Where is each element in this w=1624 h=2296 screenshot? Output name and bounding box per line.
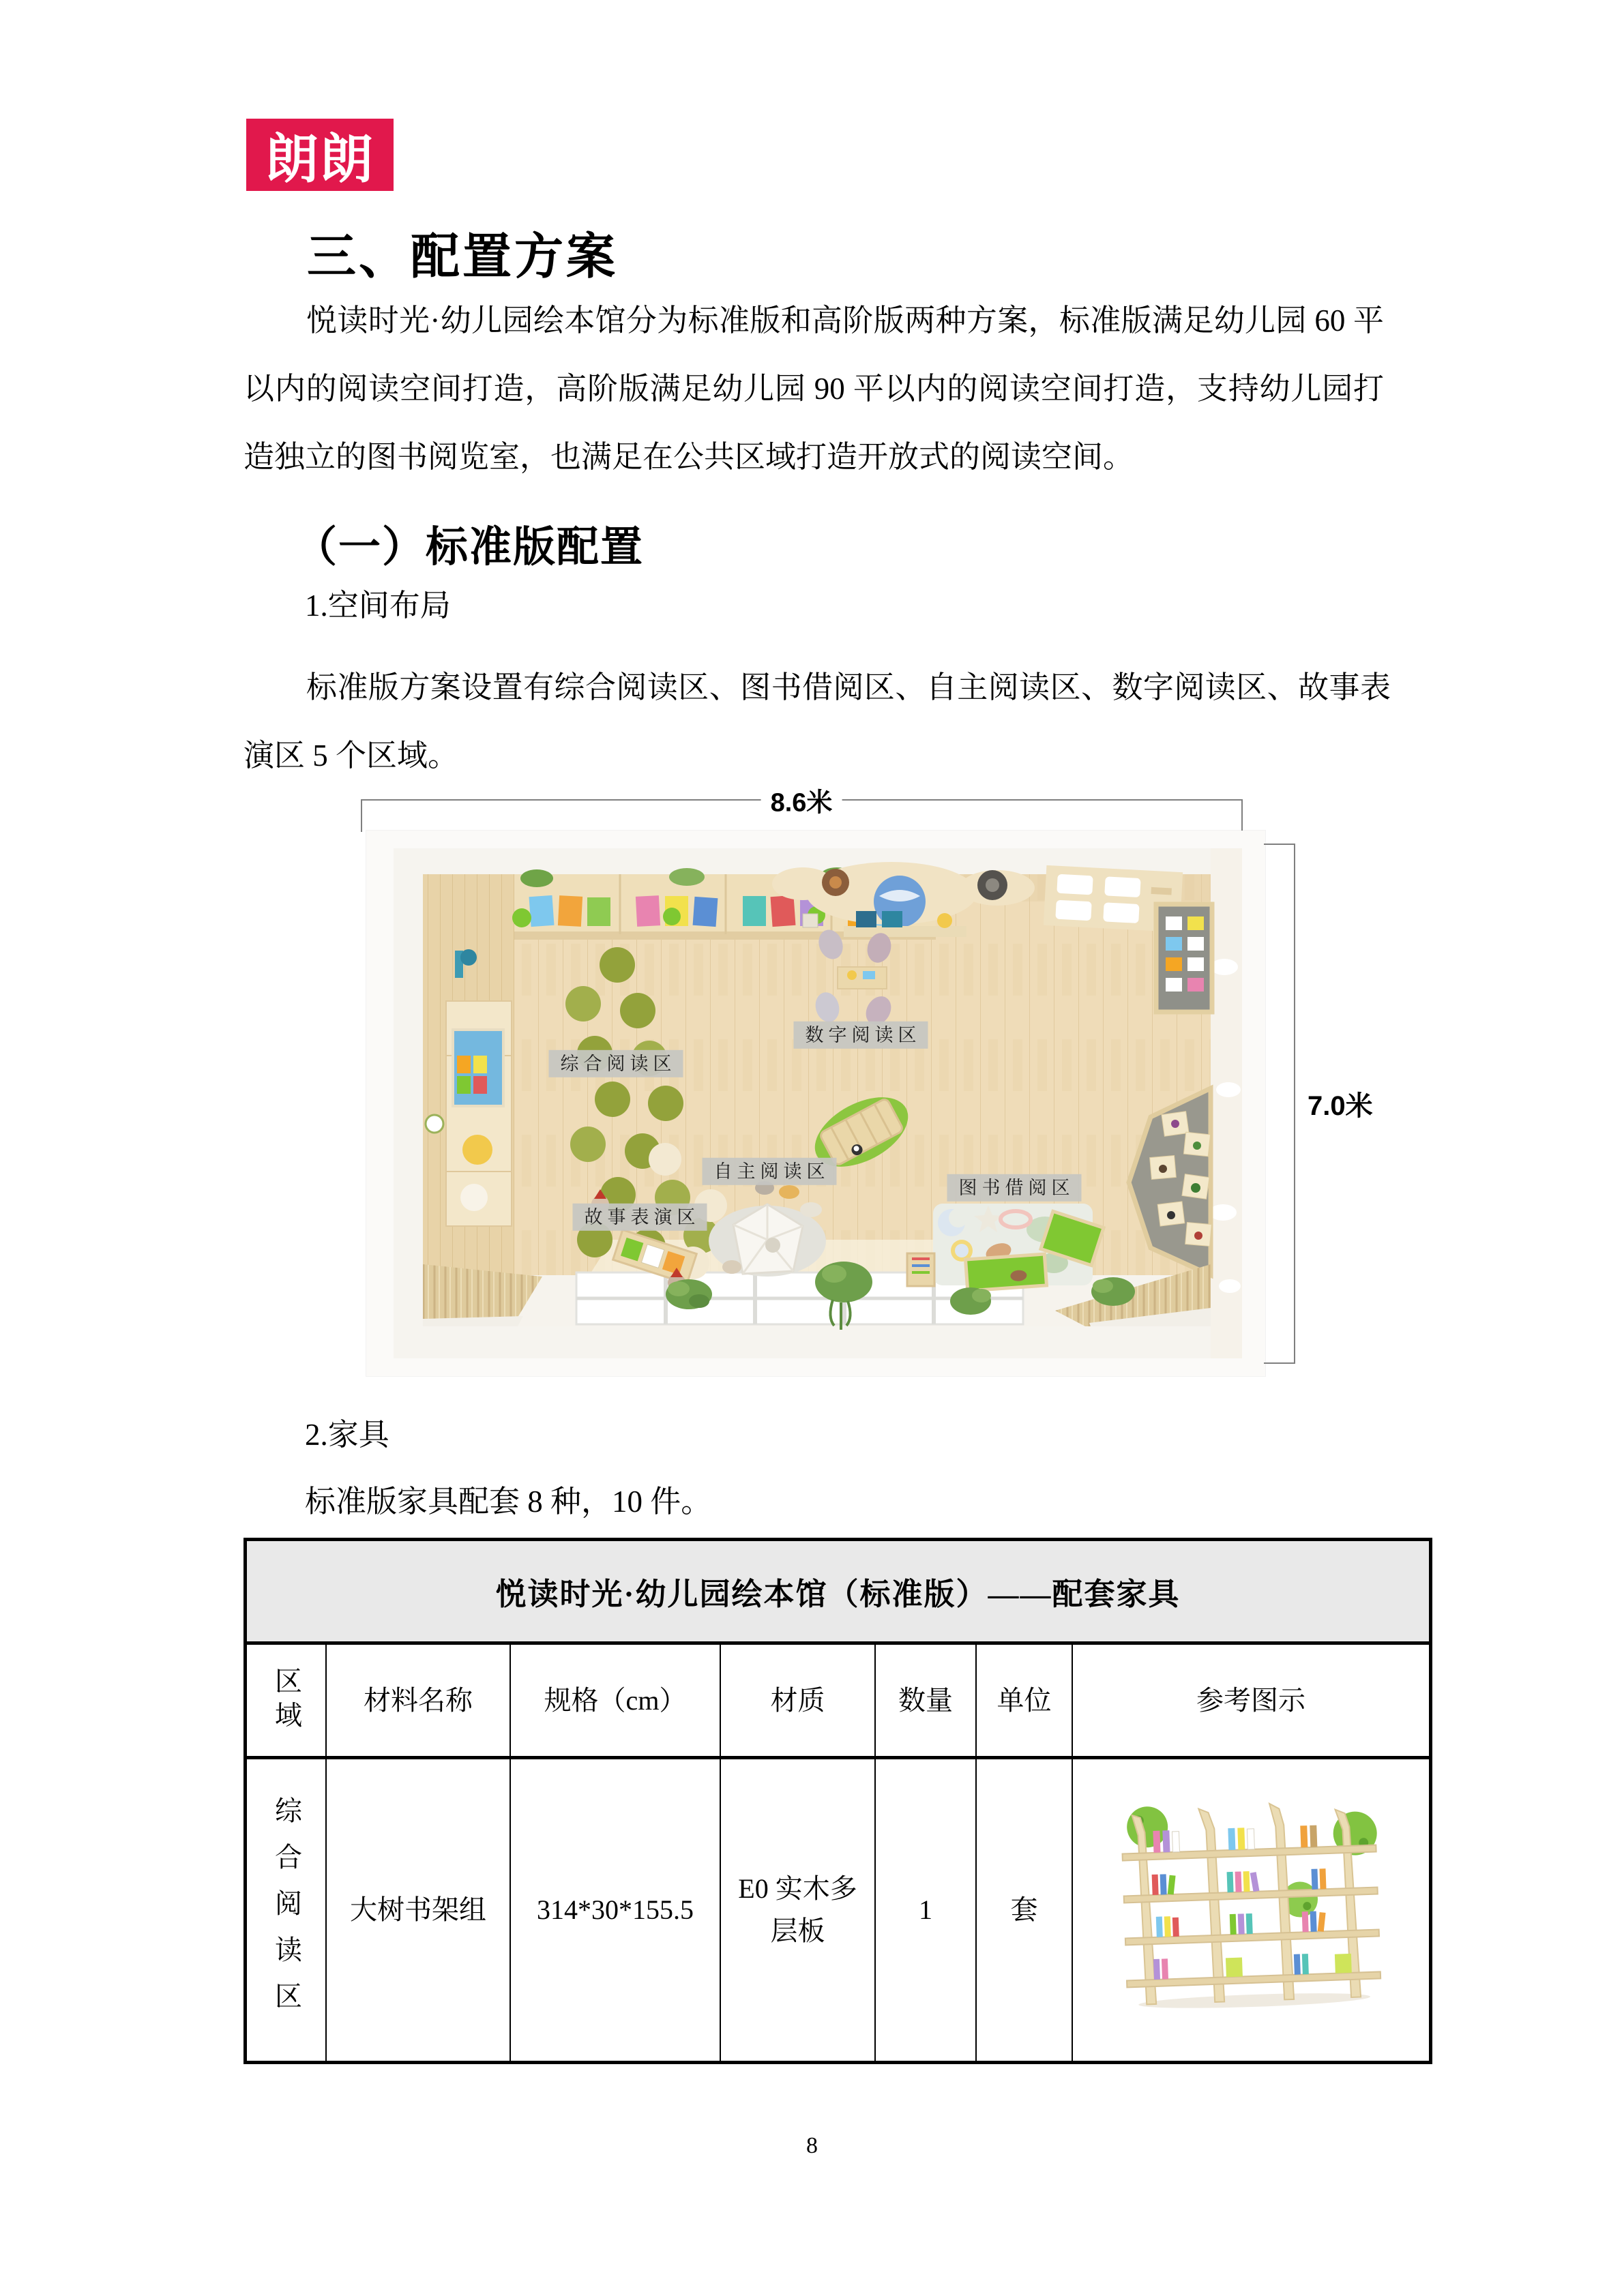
subsection-heading: （一）标准版配置 xyxy=(295,522,645,571)
col-header-unit: 单位 xyxy=(977,1645,1073,1756)
height-dimension-line xyxy=(1294,844,1295,1364)
col-header-spec: 规格（cm） xyxy=(511,1645,721,1756)
col-header-material: 材质 xyxy=(721,1645,876,1756)
cell-area: 综合阅读区 xyxy=(247,1759,327,2061)
zone-label-storytelling: 故事表演区 xyxy=(573,1204,707,1231)
layout-paragraph: 标准版方案设置有综合阅读区、图书借阅区、自主阅读区、数字阅读区、故事表演区 5 个区域。 xyxy=(243,670,1391,773)
page-number: 8 xyxy=(806,2133,818,2158)
furniture-table xyxy=(243,1538,1432,2064)
width-dimension-label: 8.6米 xyxy=(761,781,842,819)
cell-material: E0 实木多层板 xyxy=(721,1759,876,2061)
table-title: 悦读时光·幼儿园绘本馆（标准版）——配套家具 xyxy=(247,1541,1429,1645)
zone-label-independent: 自主阅读区 xyxy=(703,1158,837,1185)
furniture-note: 标准版家具配套 8 种，10 件。 xyxy=(305,1485,712,1519)
cell-material-name: 大树书架组 xyxy=(327,1759,511,2061)
floorplan-image xyxy=(366,831,1265,1376)
table-header-row xyxy=(247,1645,1429,1759)
section-heading: 三、配置方案 xyxy=(307,228,619,285)
brand-logo: 朗朗 xyxy=(246,119,394,191)
cell-reference-image xyxy=(1073,1759,1429,2061)
zone-label-comprehensive: 综合阅读区 xyxy=(549,1050,683,1077)
floorplan-figure xyxy=(361,788,1377,1383)
intro-paragraph: 悦读时光·幼儿园绘本馆分为标准版和高阶版两种方案，标准版满足幼儿园 60 平以内的阅读空间打造，高阶版满足幼儿园 90 平以内的阅读空间打造，支持幼儿园打造独立的图书阅览室，也满足在公共区域打造开放式的阅读空间。 xyxy=(243,303,1384,474)
col-header-material-name: 材料名称 xyxy=(327,1645,511,1756)
borrowing-zone xyxy=(907,1204,1104,1291)
cell-quantity: 1 xyxy=(876,1759,977,2061)
floorplan-render xyxy=(366,831,1265,1376)
col-header-reference-image: 参考图示 xyxy=(1196,1684,1305,1716)
tree-bookshelf-image xyxy=(1108,1784,1394,2018)
table-row xyxy=(247,1759,1429,2061)
zone-label-borrowing: 图书借阅区 xyxy=(947,1174,1082,1202)
col-header-area: 区域 xyxy=(247,1645,327,1756)
col-header-quantity: 数量 xyxy=(876,1645,977,1756)
cell-unit: 套 xyxy=(977,1759,1073,2061)
cell-spec: 314*30*155.5 xyxy=(511,1759,721,2061)
item-heading-furniture: 2.家具 xyxy=(305,1418,389,1452)
left-wall xyxy=(423,874,514,1326)
item-heading-layout: 1.空间布局 xyxy=(305,588,451,623)
photo-frame-board xyxy=(1156,904,1212,1012)
zone-label-digital: 数字阅读区 xyxy=(794,1022,928,1049)
height-dimension-label: 7.0米 xyxy=(1308,1091,1373,1121)
